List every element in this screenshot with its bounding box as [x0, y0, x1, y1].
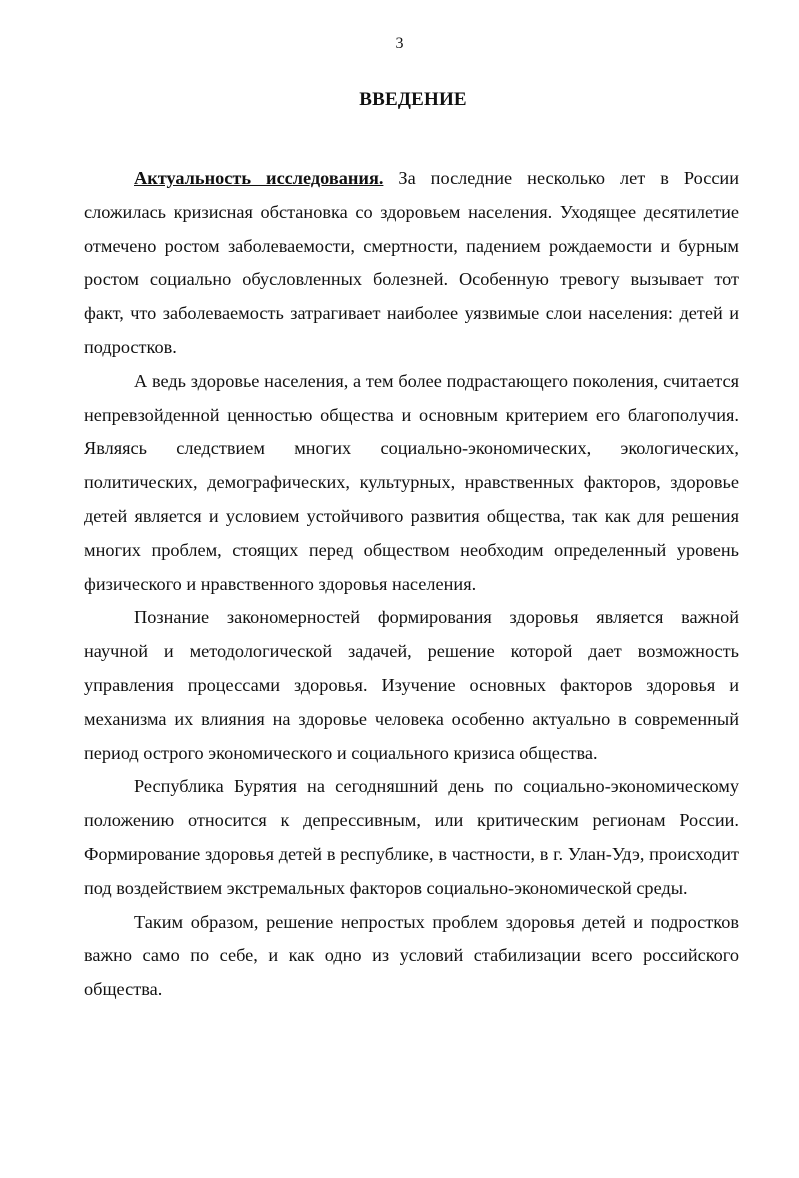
paragraph-2: А ведь здоровье населения, а тем более подрастающего поколения, считается непревзойденной ценностью общества и основным критерием его благополучия. Являясь следствием многих социально-экономических, экологических, политических, демографических, культурных, нравственных факторов, здоровье детей является и условием устойчивого развития общества, так как для решения многих проблем, стоящих перед обществом необходим определенный уровень физического и нравственного здоровья населения. — [84, 370, 739, 594]
section-title: ВВЕДЕНИЕ — [359, 89, 467, 110]
paragraph-3: Познание закономерностей формирования здоровья является важной научной и методологической задачей, решение которой дает возможность управления процессами здоровья. Изучение основных факторов здоровья и механизма их влияния на здоровье человека особенно актуально в современный период острого экономического и социального кризиса общества. — [84, 607, 739, 763]
body-text — [84, 162, 739, 1007]
paragraph-1-text: За последние несколько лет в России сложилась кризисная обстановка со здоровьем населения. Уходящее десятилетие отмечено ростом заболеваемости, смертности, падением рождаемости и бурным ростом социально обусловленных болезней. Особенную тревогу вызывает тот факт, что заболеваемость затрагивает наиболее уязвимые слои населения: детей и подростков. — [84, 168, 740, 357]
paragraph-4: Республика Бурятия на сегодняшний день по социально-экономическому положению относится к депрессивным, или критическим регионам России. Формирование здоровья детей в республике, в частности, в г. Улан-Удэ, происходит под воздействием экстремальных факторов социально-экономической среды. — [84, 776, 739, 898]
paragraph-5: Таким образом, решение непростых проблем здоровья детей и подростков важно само по себе, и как одно из условий стабилизации всего российского общества. — [84, 911, 739, 1000]
page-number: 3 — [395, 35, 404, 52]
paragraph-1 — [84, 162, 739, 365]
paragraph-lead-heading: Актуальность исследования. — [134, 168, 384, 188]
